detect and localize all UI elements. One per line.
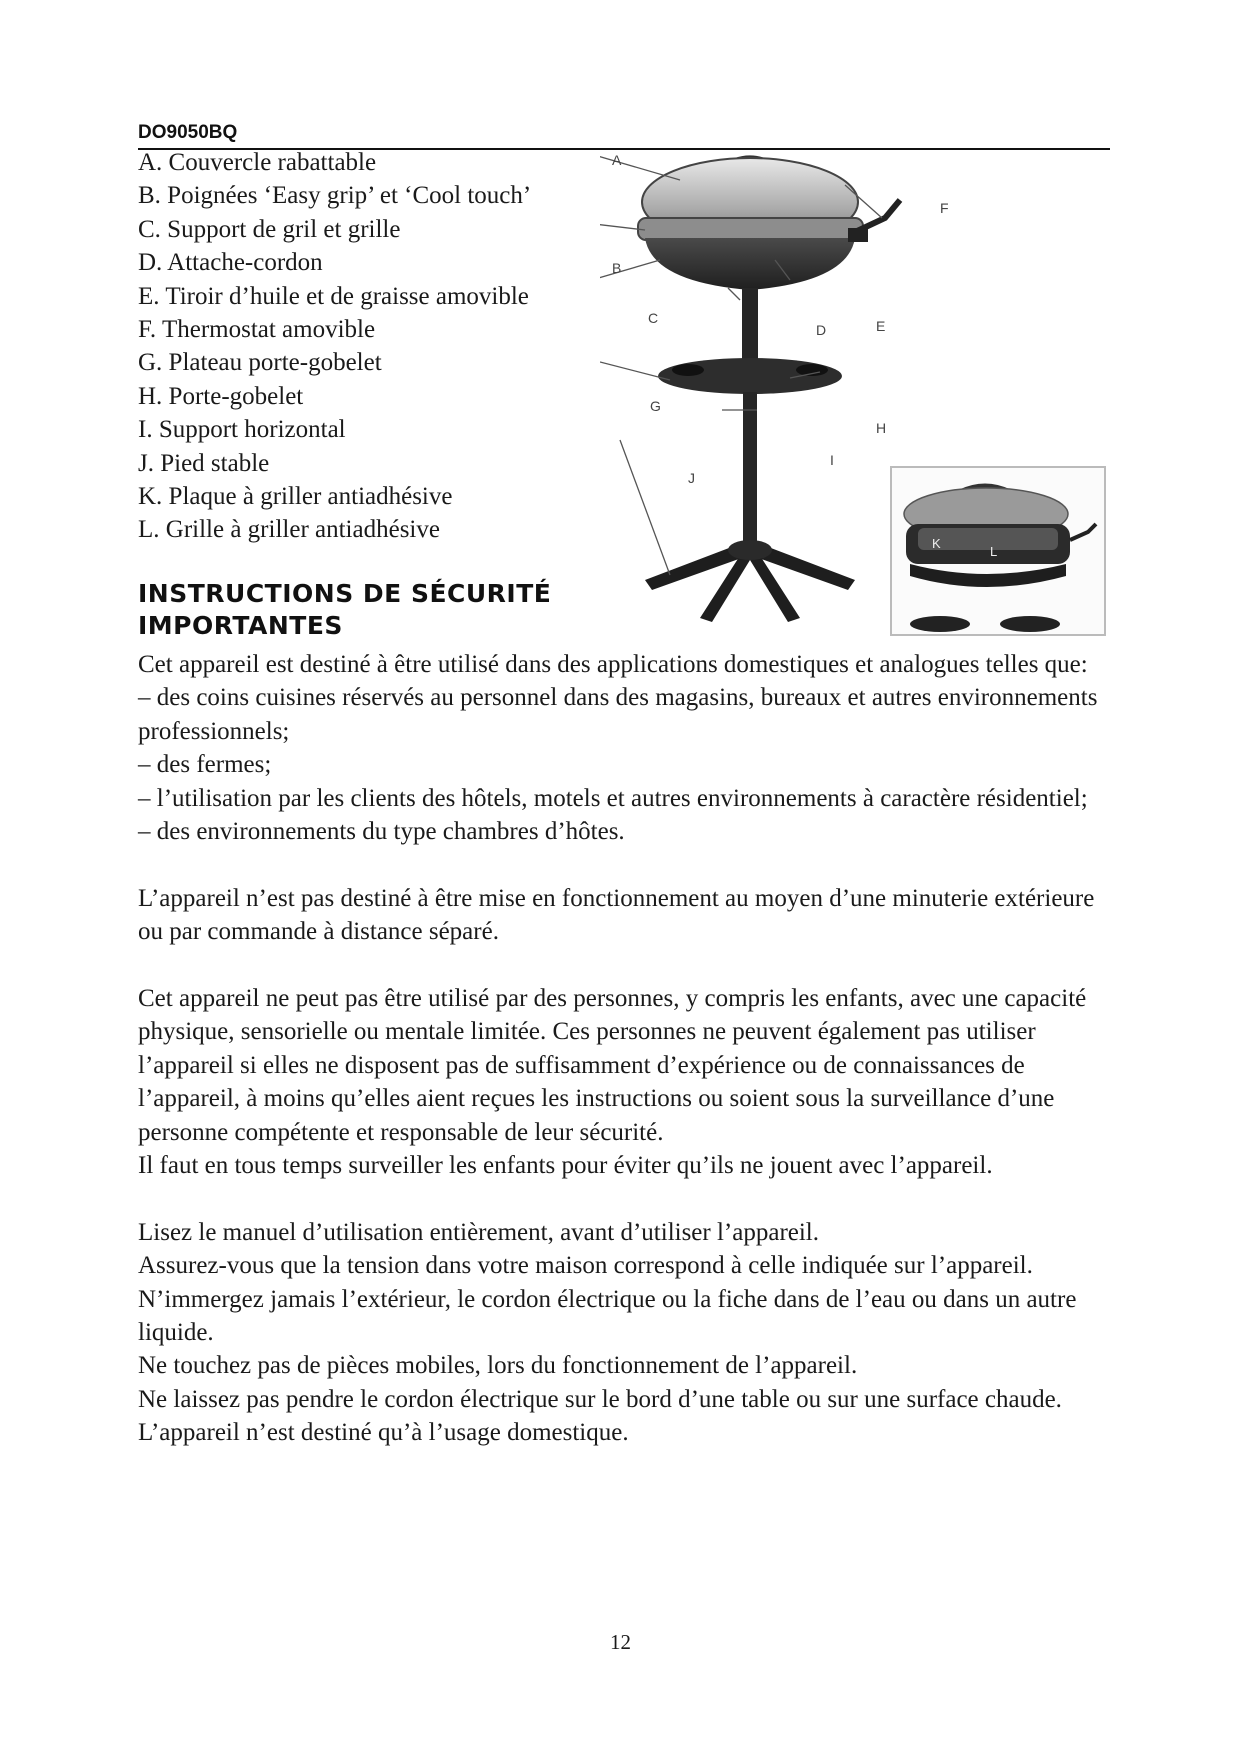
section-heading-line1: INSTRUCTIONS DE SÉCURITÉ xyxy=(138,579,552,608)
figure-label-l: L xyxy=(990,544,998,559)
figure-label-a: A xyxy=(612,152,622,168)
page-number: 12 xyxy=(610,1630,631,1654)
figure-label-j: J xyxy=(688,470,695,486)
paragraph: L’appareil n’est destiné qu’à l’usage domestique. xyxy=(138,1419,629,1447)
parts-list xyxy=(138,146,608,547)
paragraph: Il faut en tous temps surveiller les enfants pour éviter qu’ils ne jouent avec l’appareil. xyxy=(138,1152,993,1180)
parts-list-item: D. Attache-cordon xyxy=(138,249,323,277)
grill-inset-illustration xyxy=(890,466,1106,636)
parts-list-item: C. Support de gril et grille xyxy=(138,215,401,243)
figure-label-h: H xyxy=(876,420,887,436)
paragraph: – des environnements du type chambres d’hôtes. xyxy=(138,818,625,846)
parts-list-item: H. Porte-gobelet xyxy=(138,382,304,410)
paragraph: Assurez-vous que la tension dans votre maison correspond à celle indiquée sur l’appareil. xyxy=(138,1252,1033,1280)
figure-label-d: D xyxy=(816,322,827,338)
paragraph: Ne laissez pas pendre le cordon électrique sur le bord d’une table ou sur une surface chaude. xyxy=(138,1385,1062,1413)
figure-label-f: F xyxy=(940,200,949,216)
paragraph: – l’utilisation par les clients des hôtels, motels et autres environnements à caractère résidentiel; xyxy=(138,784,1088,812)
paragraph: Cet appareil est destiné à être utilisé dans des applications domestiques et analogues telles que: xyxy=(138,651,1088,678)
parts-list-item: G. Plateau porte-gobelet xyxy=(138,349,382,377)
parts-list-item: K. Plaque à griller antiadhésive xyxy=(138,483,453,511)
paragraph: – des coins cuisines réservés au personnel dans des magasins, bureaux et autres environnements professionnels; xyxy=(138,684,1098,745)
paragraph: – des fermes; xyxy=(138,751,272,779)
section-heading xyxy=(138,578,658,642)
parts-list-item: B. Poignées ‘Easy grip’ et ‘Cool touch’ xyxy=(138,182,532,210)
safety-text xyxy=(138,648,1118,1450)
paragraph: Ne touchez pas de pièces mobiles, lors du fonctionnement de l’appareil. xyxy=(138,1352,858,1380)
section-heading-line2: IMPORTANTES xyxy=(138,611,343,640)
paragraph: Cet appareil ne peut pas être utilisé par des personnes, y compris les enfants, avec une capacité physique, sensorielle ou mentale limitée. Ces personnes ne peuvent également pas utiliser l’appareil si elles ne disposent pas de suffisamment d’expérience ou de connaissances de l’appareil, à moins qu’elles aient reçues les instructions ou soient sous la surveillance d’une personne compétente et responsable de leur sécurité. xyxy=(138,985,1087,1146)
figure-label-k: K xyxy=(932,536,941,551)
paragraph: N’immergez jamais l’extérieur, le cordon électrique ou la fiche dans de l’eau ou dans un autre liquide. xyxy=(138,1285,1077,1347)
figure-label-c: C xyxy=(648,310,659,326)
figure-label-b: B xyxy=(612,260,622,276)
paragraph: Lisez le manuel d’utilisation entièrement, avant d’utiliser l’appareil. xyxy=(138,1218,820,1246)
parts-list-item: J. Pied stable xyxy=(138,449,270,477)
parts-list-item: A. Couvercle rabattable xyxy=(138,149,377,176)
parts-list-item: F. Thermostat amovible xyxy=(138,316,376,344)
model-number: DO9050BQ xyxy=(138,122,238,143)
figure-label-e: E xyxy=(876,318,886,334)
parts-list-item: L. Grille à griller antiadhésive xyxy=(138,516,440,544)
figure-label-i: I xyxy=(830,452,834,468)
parts-list-item: I. Support horizontal xyxy=(138,416,346,444)
paragraph: L’appareil n’est pas destiné à être mise en fonctionnement au moyen d’une minuterie extérieure ou par commande à distance séparé. xyxy=(138,884,1095,946)
figure-label-g: G xyxy=(650,398,661,414)
parts-list-item: E. Tiroir d’huile et de graisse amovible xyxy=(138,282,529,310)
